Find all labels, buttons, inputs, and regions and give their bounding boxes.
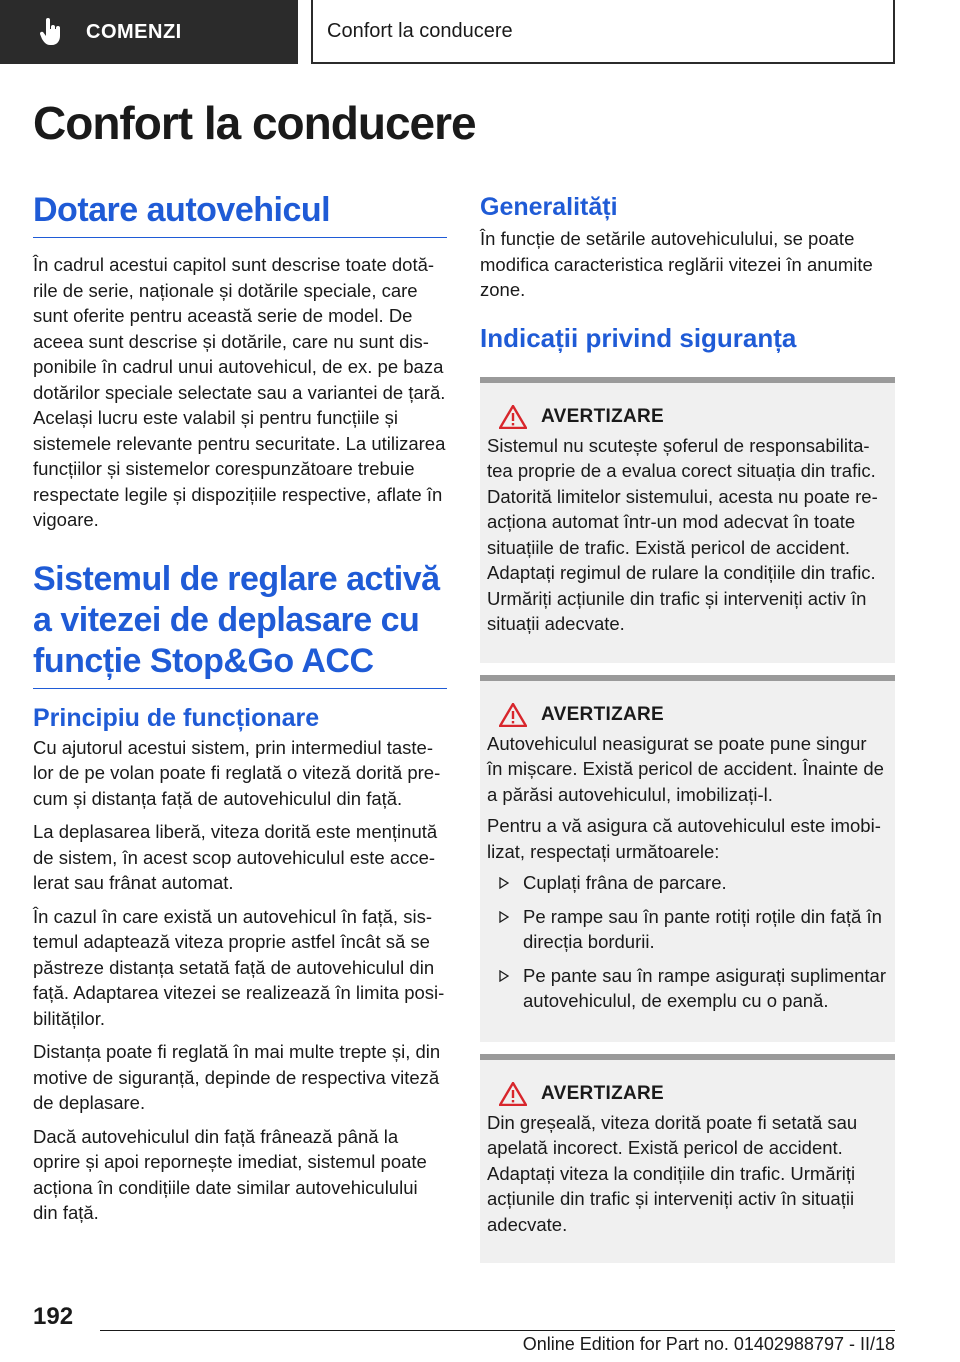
left-column <box>33 190 447 1234</box>
list-item-text: Cuplați frâna de parcare. <box>523 872 727 893</box>
chapter-tab[interactable] <box>0 0 298 64</box>
warning-title: AVERTIZARE <box>541 1082 664 1104</box>
right-column <box>480 190 895 1275</box>
triangle-right-bullet-icon <box>499 911 509 923</box>
list-item-text: Pe rampe sau în pante rotiți roțile din față în direcția bordurii. <box>523 905 882 952</box>
paragraph-principiu-3: În cazul în care există un autovehicul în față, sistemul adaptează viteza proprie astfel încât să se păstreze distanța setată față de autovehiculul din față. Adaptarea vitezei se realizează în limita posibilităților. <box>33 905 445 1029</box>
footer-divider <box>100 1330 895 1331</box>
warning-text: Autovehiculul neasigurat se poate pune singur în mișcare. Există pericol de accident. Înainte de a părăsi autovehiculul, imobilizați-l. <box>487 732 884 805</box>
warning-header <box>487 703 887 727</box>
warning-box-2 <box>480 675 895 1042</box>
footer-edition: Online Edition for Part no. 01402988797 - II/18 <box>522 1334 895 1354</box>
subheading-principiu: Principiu de funcționare <box>33 703 320 732</box>
warning-title: AVERTIZARE <box>541 405 664 427</box>
section-heading-dotare: Dotare autovehicul <box>33 190 447 238</box>
chapter-tab-label: COMENZI <box>86 20 182 43</box>
warning-text: Sistemul nu scutește șoferul de responsabilitatea proprie de a evalua corect situația din trafic. Datorită limitelor sistemului, acesta nu poate reacționa automat într-un mod adecvat în toate situațiile de trafic. Există pericol de accident. Adaptați regimul de rulare la condițiile din trafic. Urmăriți acțiunile din trafic și interveniți activ în situații adecvate. <box>487 434 878 634</box>
paragraph-principiu-4: Distanța poate fi reglată în mai multe trepte și, din motive de siguranță, depinde de respectiva viteză de deplasare. <box>33 1041 441 1113</box>
hand-pointer-icon <box>40 18 62 46</box>
subheading-generalitati: Generalități <box>480 193 618 221</box>
subheading-indicatii: Indicații privind siguranța <box>480 322 797 353</box>
triangle-right-bullet-icon <box>499 970 509 982</box>
paragraph-generalitati: În funcție de setările autovehiculului, se poate modifica caracteristica reglării vitezei în anumite zone. <box>480 228 873 300</box>
warning-box-3 <box>480 1054 895 1264</box>
triangle-right-bullet-icon <box>499 877 509 889</box>
list-item <box>487 870 887 896</box>
paragraph-principiu-1: Cu ajutorul acestui sistem, prin intermediul tastelor de pe volan poate fi reglată o viteză dorită precum și distanța față de autovehiculul din față. <box>33 736 441 809</box>
section-heading-acc: Sistemul de reglare activă a vitezei de deplasare cu funcție Stop&Go ACC <box>33 559 447 689</box>
warning-box-1 <box>480 377 895 663</box>
page-number: 192 <box>33 1303 74 1330</box>
page-title: Confort la conducere <box>33 97 476 149</box>
breadcrumb <box>311 0 895 64</box>
warning-triangle-icon <box>499 703 527 727</box>
list-item <box>487 904 887 955</box>
warning-triangle-icon <box>499 1082 527 1106</box>
warning-text: Pentru a vă asigura că autovehiculul este imobilizat, respectați următoarele: <box>487 815 881 862</box>
paragraph-principiu-5: Dacă autovehiculul din față frânează până la oprire și apoi repornește imediat, sistemul poate acționa în condițiile date similar autovehiculului din față. <box>33 1125 427 1223</box>
breadcrumb-text: Confort la conducere <box>327 19 513 42</box>
warning-list <box>487 870 887 1014</box>
list-item-text: Pe pante sau în rampe asigurați suplimentar autovehiculul, de exemplu cu o pană. <box>523 964 887 1011</box>
warning-header <box>487 405 887 429</box>
paragraph-principiu-2: La deplasarea liberă, viteza dorită este menținută de sistem, în acest scop autovehiculul este accelerat sau frânat automat. <box>33 821 438 893</box>
warning-header <box>487 1082 887 1106</box>
paragraph-dotare: În cadrul acestui capitol sunt descrise toate dotările de serie, naționale și dotările speciale, care sunt oferite pentru această serie de model. De aceea sunt descrise și dotările, care nu sunt disponibile în cadrul unui autovehicul, de ex. pe baza dotărilor speciale selectate sau a variantei de țară. Același lucru este valabil și pentru funcțiile și sistemele relevante pentru securitate. La utilizarea funcțiilor și sistemelor corespunzătoare trebuie respectate legile și dispozițiile respective, aflate în vigoare. <box>33 254 446 530</box>
warning-title: AVERTIZARE <box>541 703 664 725</box>
warning-text: Din greșeală, viteza dorită poate fi setată sau apelată incorect. Există pericol de accident. Adaptați viteza la condițiile din trafic. Urmăriți acțiunile din trafic și interveniți activ în situații adecvate. <box>487 1111 858 1235</box>
warning-triangle-icon <box>499 405 527 429</box>
list-item <box>487 963 887 1014</box>
